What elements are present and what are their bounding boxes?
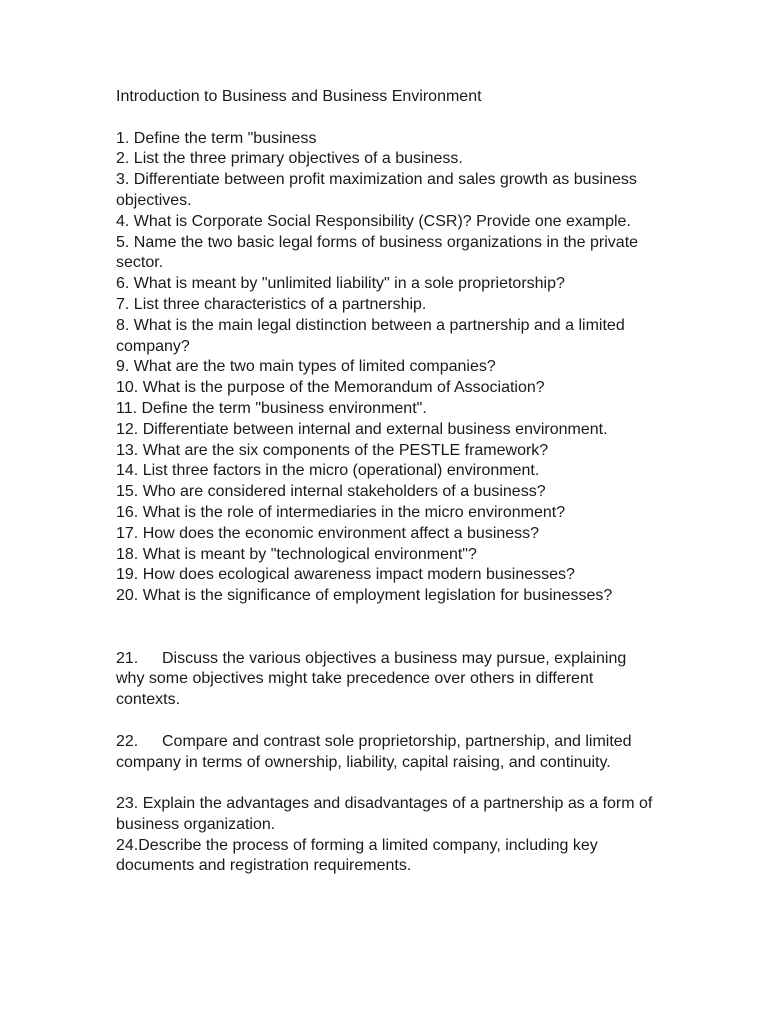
spacer bbox=[116, 773, 656, 794]
question-20: 20. What is the significance of employment legislation for businesses? bbox=[116, 587, 613, 605]
spacer bbox=[116, 607, 656, 649]
spacer bbox=[116, 711, 656, 732]
question-9: 9. What are the two main types of limited companies? bbox=[116, 358, 496, 376]
question-3: 3. Differentiate between profit maximization and sales growth as business objectives. bbox=[116, 171, 637, 209]
question-14: 14. List three factors in the micro (operational) environment. bbox=[116, 462, 540, 480]
question-12: 12. Differentiate between internal and external business environment. bbox=[116, 420, 608, 438]
essay-question-21 bbox=[116, 649, 656, 711]
document-page bbox=[116, 87, 656, 877]
essay-question-22 bbox=[116, 732, 656, 774]
essay-number: 22. bbox=[116, 732, 139, 750]
question-15: 15. Who are considered internal stakeholders of a business? bbox=[116, 483, 546, 501]
essay-number: 21. bbox=[116, 649, 139, 667]
question-16: 16. What is the role of intermediaries in the micro environment? bbox=[116, 503, 566, 521]
question-11: 11. Define the term "business environment". bbox=[116, 399, 427, 417]
question-7: 7. List three characteristics of a partnership. bbox=[116, 295, 427, 313]
essay-text: Compare and contrast sole proprietorship, partnership, and limited company in terms of ownership, liability, capital raising, and continuity. bbox=[116, 732, 632, 771]
essay-question-23: 23. Explain the advantages and disadvantages of a partnership as a form of business organization. bbox=[116, 795, 653, 833]
short-question-list bbox=[116, 129, 656, 607]
question-4: 4. What is Corporate Social Responsibility (CSR)? Provide one example. bbox=[116, 212, 631, 230]
question-13: 13. What are the six components of the PESTLE framework? bbox=[116, 441, 549, 459]
question-17: 17. How does the economic environment affect a business? bbox=[116, 524, 540, 542]
question-5: 5. Name the two basic legal forms of business organizations in the private sector. bbox=[116, 233, 639, 272]
essay-question-24: 24.Describe the process of forming a limited company, including key documents and registration requirements. bbox=[116, 836, 598, 875]
question-19: 19. How does ecological awareness impact modern businesses? bbox=[116, 566, 575, 584]
essay-text: Discuss the various objectives a business may pursue, explaining why some objectives might take precedence over others in different contexts. bbox=[116, 649, 627, 709]
question-10: 10. What is the purpose of the Memorandum of Association? bbox=[116, 379, 545, 397]
question-8: 8. What is the main legal distinction between a partnership and a limited company? bbox=[116, 316, 625, 355]
question-18: 18. What is meant by "technological environment"? bbox=[116, 545, 477, 563]
question-2: 2. List the three primary objectives of a business. bbox=[116, 150, 463, 168]
question-1: 1. Define the term "business bbox=[116, 129, 317, 147]
question-6: 6. What is meant by "unlimited liability" in a sole proprietorship? bbox=[116, 275, 565, 293]
document-title: Introduction to Business and Business Environment bbox=[116, 88, 482, 105]
spacer bbox=[116, 108, 656, 129]
